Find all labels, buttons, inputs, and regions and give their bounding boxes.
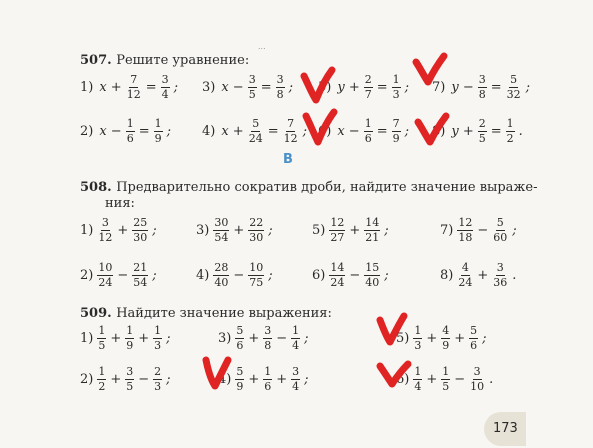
fraction xyxy=(478,118,487,145)
expression-text: − xyxy=(138,372,150,387)
expression-text: + xyxy=(426,331,438,346)
item-label: 1) xyxy=(80,80,94,95)
fraction xyxy=(276,74,285,101)
fraction xyxy=(126,74,142,101)
denominator: 30 xyxy=(133,231,148,244)
expression-text: . xyxy=(489,372,494,387)
denominator: 2 xyxy=(98,380,106,393)
numerator: 3 xyxy=(126,365,134,378)
denominator: 6 xyxy=(126,132,134,145)
expression-text: y + xyxy=(451,124,474,139)
numerator: 1 xyxy=(98,365,106,378)
denominator: 54 xyxy=(214,231,229,244)
problem-508-title-cont: ния: xyxy=(105,196,135,211)
expression-text: ; xyxy=(173,80,178,95)
p508-item-4 xyxy=(196,262,276,289)
numerator: 5 xyxy=(252,117,260,130)
denominator: 7 xyxy=(364,88,372,101)
denominator: 2 xyxy=(506,132,514,145)
fraction xyxy=(235,366,244,393)
denominator: 4 xyxy=(292,380,300,393)
denominator: 54 xyxy=(133,276,148,289)
fraction xyxy=(153,366,162,393)
expression-text: x + xyxy=(221,124,244,139)
denominator: 21 xyxy=(365,231,380,244)
denominator: 3 xyxy=(154,380,162,393)
numerator: 28 xyxy=(214,261,229,274)
numerator: 3 xyxy=(292,365,300,378)
denominator: 6 xyxy=(236,339,244,352)
fraction xyxy=(235,325,244,352)
expression-text: ; xyxy=(512,223,517,238)
numerator: 3 xyxy=(478,73,486,86)
numerator: 1 xyxy=(506,117,514,130)
expression-text: ; xyxy=(166,331,171,346)
fraction xyxy=(248,262,264,289)
denominator: 8 xyxy=(478,88,486,101)
numerator: 7 xyxy=(287,117,295,130)
p508-item-3 xyxy=(196,217,276,244)
numerator: 1 xyxy=(364,117,372,130)
item-label: 6) xyxy=(396,372,410,387)
denominator: 5 xyxy=(478,132,486,145)
expression-text: + xyxy=(117,223,129,238)
denominator: 3 xyxy=(392,88,400,101)
denominator: 30 xyxy=(249,231,264,244)
page-number-tab xyxy=(484,412,526,446)
numerator: 25 xyxy=(133,216,148,229)
expression-text: x + xyxy=(99,80,122,95)
expression-text: ; xyxy=(384,268,389,283)
p509-item-2 xyxy=(80,366,174,393)
fraction xyxy=(478,74,487,101)
expression-text: − xyxy=(117,268,129,283)
numerator: 14 xyxy=(365,216,380,229)
denominator: 5 xyxy=(98,339,106,352)
denominator: 4 xyxy=(161,88,169,101)
fraction xyxy=(457,262,473,289)
denominator: 6 xyxy=(264,380,272,393)
denominator: 24 xyxy=(458,276,473,289)
denominator: 24 xyxy=(98,276,113,289)
section-letter: В xyxy=(283,152,293,167)
fraction xyxy=(413,325,422,352)
expression-text: = xyxy=(267,124,279,139)
numerator: 1 xyxy=(414,324,422,337)
fraction xyxy=(441,325,450,352)
expression-text: + xyxy=(233,223,245,238)
item-label: 5) xyxy=(312,223,326,238)
numerator: 3 xyxy=(248,73,256,86)
fraction xyxy=(364,118,373,145)
expression-text: = xyxy=(490,80,502,95)
p508-item-8 xyxy=(440,262,519,289)
fraction xyxy=(97,325,106,352)
expression-text: + xyxy=(477,268,489,283)
fraction xyxy=(248,118,264,145)
item-label: 3) xyxy=(218,331,232,346)
expression-text: ; xyxy=(152,268,157,283)
numerator: 3 xyxy=(161,73,169,86)
problem-508-header xyxy=(80,180,537,195)
denominator: 5 xyxy=(442,380,450,393)
expression-text: ; xyxy=(152,223,157,238)
numerator: 30 xyxy=(214,216,229,229)
fraction xyxy=(364,262,380,289)
fraction xyxy=(441,366,450,393)
problem-509-number: 509. xyxy=(80,306,112,321)
p509-item-3 xyxy=(218,325,312,352)
denominator: 18 xyxy=(458,231,473,244)
item-label: 8) xyxy=(440,268,454,283)
p508-item-5 xyxy=(312,217,392,244)
fraction xyxy=(291,325,300,352)
denominator: 8 xyxy=(276,88,284,101)
problem-508-number: 508. xyxy=(80,180,112,195)
denominator: 9 xyxy=(236,380,244,393)
expression-text: ; xyxy=(525,80,531,95)
expression-text: ; xyxy=(404,124,409,139)
numerator: 3 xyxy=(473,365,481,378)
expression-text: − xyxy=(477,223,489,238)
numerator: 1 xyxy=(98,324,106,337)
expression-text: = xyxy=(138,124,150,139)
check-mark-icon xyxy=(374,312,410,348)
denominator: 3 xyxy=(414,339,422,352)
denominator: 36 xyxy=(493,276,508,289)
item-label: 5) xyxy=(318,80,332,95)
numerator: 5 xyxy=(470,324,478,337)
denominator: 9 xyxy=(154,132,162,145)
denominator: 60 xyxy=(493,231,508,244)
numerator: 5 xyxy=(496,216,504,229)
denominator: 40 xyxy=(365,276,380,289)
fraction xyxy=(492,262,508,289)
item-label: 7) xyxy=(432,80,446,95)
numerator: 22 xyxy=(249,216,264,229)
denominator: 9 xyxy=(442,339,450,352)
fraction xyxy=(291,366,300,393)
fraction xyxy=(506,118,515,145)
expression-text: ; xyxy=(304,331,309,346)
item-label: 2) xyxy=(80,372,94,387)
problem-507-title: Решите уравнение: xyxy=(116,53,250,68)
expression-text: − xyxy=(454,372,466,387)
numerator: 1 xyxy=(442,365,450,378)
fraction xyxy=(364,74,373,101)
numerator: 1 xyxy=(264,365,272,378)
p508-item-6 xyxy=(312,262,392,289)
p507-item-3 xyxy=(202,74,296,101)
denominator: 5 xyxy=(248,88,256,101)
item-label: 2) xyxy=(80,124,94,139)
item-label: 7) xyxy=(440,223,454,238)
fraction xyxy=(125,366,134,393)
expression-text: + xyxy=(110,372,122,387)
denominator: 4 xyxy=(292,339,300,352)
numerator: 12 xyxy=(458,216,473,229)
fraction xyxy=(329,262,345,289)
denominator: 3 xyxy=(154,339,162,352)
denominator: 6 xyxy=(364,132,372,145)
denominator: 32 xyxy=(506,88,521,101)
fraction xyxy=(457,217,473,244)
fraction xyxy=(97,366,106,393)
expression-text: x − xyxy=(221,80,244,95)
numerator: 1 xyxy=(126,117,134,130)
item-label: 4) xyxy=(196,268,210,283)
denominator: 4 xyxy=(414,380,422,393)
numerator: 2 xyxy=(478,117,486,130)
numerator: 1 xyxy=(292,324,300,337)
expression-text: + xyxy=(138,331,150,346)
p507-item-4 xyxy=(202,118,310,145)
check-mark-icon xyxy=(200,354,234,392)
expression-text: x − xyxy=(337,124,360,139)
page-number: 173 xyxy=(493,421,518,436)
expression-text: − xyxy=(349,268,361,283)
fraction xyxy=(125,325,134,352)
numerator: 7 xyxy=(392,117,400,130)
fraction xyxy=(392,118,401,145)
denominator: 9 xyxy=(392,132,400,145)
numerator: 10 xyxy=(249,261,264,274)
fraction xyxy=(161,74,170,101)
expression-text: − xyxy=(276,331,288,346)
expression-text: + xyxy=(426,372,438,387)
expression-text: y + xyxy=(337,80,360,95)
item-label: 4) xyxy=(218,372,232,387)
numerator: 1 xyxy=(392,73,400,86)
expression-text: + xyxy=(110,331,122,346)
denominator: 5 xyxy=(126,380,134,393)
numerator: 21 xyxy=(133,261,148,274)
check-mark-icon xyxy=(412,112,452,148)
problem-508-title: Предварительно сократив дроби, найдите значение выраже- xyxy=(116,180,538,195)
expression-text: ; xyxy=(166,124,171,139)
fraction xyxy=(469,325,478,352)
fraction xyxy=(132,217,148,244)
numerator: 2 xyxy=(364,73,372,86)
fraction xyxy=(329,217,345,244)
denominator: 10 xyxy=(470,380,485,393)
numerator: 3 xyxy=(496,261,504,274)
denominator: 27 xyxy=(330,231,345,244)
p509-item-1 xyxy=(80,325,174,352)
fraction xyxy=(126,118,135,145)
p509-item-5 xyxy=(396,325,490,352)
expression-text: ; xyxy=(404,80,410,95)
numerator: 3 xyxy=(101,216,109,229)
check-mark-icon xyxy=(298,66,338,108)
expression-text: = xyxy=(145,80,157,95)
numerator: 15 xyxy=(365,261,380,274)
item-label: 4) xyxy=(202,124,216,139)
item-label: 5) xyxy=(396,331,410,346)
expression-text: − xyxy=(233,268,245,283)
expression-text: ; xyxy=(268,268,273,283)
fraction xyxy=(97,262,113,289)
numerator: 5 xyxy=(510,73,518,86)
fraction xyxy=(392,74,401,101)
fraction xyxy=(132,262,148,289)
numerator: 5 xyxy=(236,365,244,378)
check-mark-icon xyxy=(410,52,450,90)
item-label: 8) xyxy=(432,124,446,139)
numerator: 10 xyxy=(98,261,113,274)
p507-item-1 xyxy=(80,74,181,101)
p507-item-2 xyxy=(80,118,174,145)
p508-item-1 xyxy=(80,217,160,244)
expression-text: ; xyxy=(302,124,307,139)
item-label: 1) xyxy=(80,331,94,346)
expression-text: ; xyxy=(384,223,389,238)
denominator: 12 xyxy=(98,231,113,244)
fraction xyxy=(213,217,229,244)
problem-509-title: Найдите значение выражения: xyxy=(116,306,332,321)
item-label: 3) xyxy=(202,80,216,95)
denominator: 12 xyxy=(126,88,141,101)
expression-text: ; xyxy=(304,372,309,387)
numerator: 1 xyxy=(126,324,134,337)
numerator: 14 xyxy=(330,261,345,274)
numerator: 3 xyxy=(264,324,272,337)
fraction xyxy=(97,217,113,244)
denominator: 6 xyxy=(470,339,478,352)
numerator: 7 xyxy=(130,73,138,86)
fraction xyxy=(413,366,422,393)
expression-text: ; xyxy=(482,331,487,346)
expression-text: = xyxy=(376,80,388,95)
p508-item-2 xyxy=(80,262,160,289)
fraction xyxy=(506,74,522,101)
expression-text: = xyxy=(260,80,272,95)
item-label: 3) xyxy=(196,223,210,238)
numerator: 3 xyxy=(276,73,284,86)
expression-text: y − xyxy=(451,80,474,95)
fraction xyxy=(263,366,272,393)
expression-text: ; xyxy=(268,223,273,238)
denominator: 8 xyxy=(264,339,272,352)
denominator: 9 xyxy=(126,339,134,352)
expression-text: + xyxy=(276,372,288,387)
numerator: 4 xyxy=(442,324,450,337)
fraction xyxy=(153,325,162,352)
expression-text: x − xyxy=(99,124,122,139)
denominator: 40 xyxy=(214,276,229,289)
expression-text: + xyxy=(248,331,260,346)
expression-text: . xyxy=(518,124,523,139)
fraction xyxy=(263,325,272,352)
numerator: 5 xyxy=(236,324,244,337)
denominator: 24 xyxy=(248,132,263,145)
item-label: 2) xyxy=(80,268,94,283)
expression-text: + xyxy=(248,372,260,387)
fraction xyxy=(248,217,264,244)
check-mark-icon xyxy=(300,108,340,148)
item-label: 1) xyxy=(80,223,94,238)
numerator: 2 xyxy=(154,365,162,378)
check-mark-icon xyxy=(374,358,414,390)
top-fragment: ... xyxy=(258,42,266,51)
problem-507-number: 507. xyxy=(80,53,112,68)
denominator: 12 xyxy=(283,132,298,145)
numerator: 4 xyxy=(461,261,469,274)
denominator: 75 xyxy=(249,276,264,289)
expression-text: + xyxy=(349,223,361,238)
expression-text: = xyxy=(490,124,502,139)
numerator: 12 xyxy=(330,216,345,229)
fraction xyxy=(364,217,380,244)
numerator: 1 xyxy=(154,117,162,130)
fraction xyxy=(469,366,485,393)
fraction xyxy=(492,217,508,244)
fraction xyxy=(154,118,163,145)
expression-text: ; xyxy=(288,80,293,95)
numerator: 1 xyxy=(154,324,162,337)
fraction xyxy=(283,118,299,145)
item-label: 6) xyxy=(312,268,326,283)
problem-507-header xyxy=(80,53,249,68)
expression-text: + xyxy=(454,331,466,346)
problem-509-header xyxy=(80,306,332,321)
fraction xyxy=(248,74,257,101)
expression-text: = xyxy=(376,124,388,139)
denominator: 24 xyxy=(330,276,345,289)
expression-text: ; xyxy=(166,372,171,387)
numerator: 1 xyxy=(414,365,422,378)
p508-item-7 xyxy=(440,217,520,244)
item-label: 6) xyxy=(318,124,332,139)
expression-text: . xyxy=(512,268,517,283)
fraction xyxy=(213,262,229,289)
